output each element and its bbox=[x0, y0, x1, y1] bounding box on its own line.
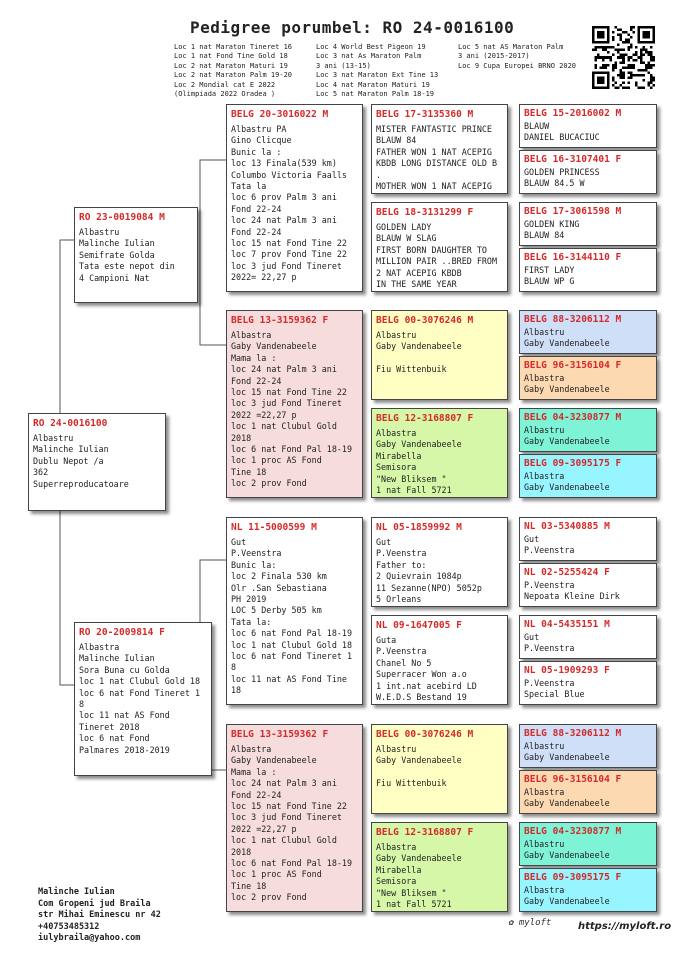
pigeon-details: Albastru Gaby Vandenabeele bbox=[524, 741, 610, 763]
great-grandparent-card-7[interactable] bbox=[371, 724, 508, 814]
myloft-logo bbox=[508, 918, 551, 928]
ring-number: BELG 15-2016002 M bbox=[524, 108, 622, 119]
ring-number: RO 20-2009814 F bbox=[79, 627, 165, 638]
pigeon-details: Guta P.Veenstra Chanel No 5 Superracer Won a.o 1 int.nat acebird LD W.E.D.S Bestand 19 bbox=[376, 635, 477, 703]
ring-number: NL 03-5340885 M bbox=[524, 521, 610, 532]
ring-number: NL 05-1859992 M bbox=[376, 522, 462, 533]
pigeon-details: Gut P.Veenstra bbox=[524, 534, 575, 556]
ring-number: BELG 16-3144110 F bbox=[524, 252, 622, 263]
pigeon-details: GOLDEN KING BLAUW 84 bbox=[524, 219, 580, 241]
ring-number: BELG 09-3095175 F bbox=[524, 872, 622, 883]
ring-number: BELG 16-3107401 F bbox=[524, 154, 622, 165]
subject-pigeon-card[interactable] bbox=[28, 413, 166, 511]
result-line: Loc 4 World Best Pigeon 19 bbox=[316, 43, 426, 51]
great-grandparent-card-8[interactable] bbox=[371, 822, 508, 912]
gggp-card-13[interactable] bbox=[519, 724, 657, 768]
ring-number: BELG 20-3016022 M bbox=[231, 109, 329, 120]
logo-text: myloft bbox=[518, 918, 552, 928]
pigeon-details: P.Veenstra Nepoata Kleine Dirk bbox=[524, 580, 620, 602]
ring-number: BELG 13-3159362 F bbox=[231, 315, 329, 326]
result-line: Loc 5 nat Maraton Palm 18-19 bbox=[316, 90, 435, 99]
result-line: Loc 9 Cupa Europei BRNO 2020 bbox=[458, 61, 577, 70]
ring-number: RO 23-0019084 M bbox=[79, 212, 165, 223]
pigeon-details: Albastra Gaby Vandenabeele Mama la : loc 24 nat Palm 3 ani Fond 22-24 loc 15 nat Fond Tine 22 loc 3 jud Fond Tineret 2022 =22,27 p loc 1 nat Clubul Gold 2018 loc 6 nat Fond Pal 18-19 loc 1 proc AS Fond Tine 18 loc 2 prov Fond bbox=[231, 330, 353, 489]
gggp-card-5[interactable] bbox=[519, 310, 657, 354]
pigeon-details: Gut P.Veenstra Father to: 2 Quievrain 1084p 11 Sezanne(NPO) 5052p 5 Orleans bbox=[376, 537, 482, 605]
pigeon-details: Albastru Gaby Vandenabeele Fiu Wittenbuik bbox=[376, 330, 462, 375]
pigeon-details: Albastru Gaby Vandenabeele bbox=[524, 327, 610, 349]
gggp-card-3[interactable] bbox=[519, 202, 657, 246]
ring-number: NL 02-5255424 F bbox=[524, 567, 610, 578]
ring-number: RO 24-0016100 bbox=[33, 418, 108, 429]
pigeon-details: BLAUW DANIEL BUCACIUC bbox=[524, 121, 600, 143]
result-line: 3 ani (13-15) bbox=[316, 61, 371, 70]
pigeon-details: Albastru Gaby Vandenabeele bbox=[524, 839, 610, 861]
gggp-card-1[interactable] bbox=[519, 104, 657, 148]
pigeon-details: Albastra Gaby Vandenabeele Mama la : loc 24 nat Palm 3 ani Fond 22-24 loc 15 nat Fond Tine 22 loc 3 jud Fond Tineret 2022 =22,27 p loc 1 nat Clubul Gold 2018 loc 6 nat Fond Pal 18-19 loc 1 proc AS Fond Tine 18 loc 2 prov Fond bbox=[231, 744, 353, 903]
dam-card[interactable] bbox=[74, 622, 212, 776]
great-grandparent-card-5[interactable] bbox=[371, 517, 508, 607]
pigeon-details: FIRST LADY BLAUW WP G bbox=[524, 265, 575, 287]
result-line: Loc 4 nat Maraton Maturi 19 bbox=[316, 80, 430, 89]
ring-number: BELG 00-3076246 M bbox=[376, 729, 474, 740]
pigeon-details: GOLDEN LADY BLAUW W SLAG FIRST BORN DAUGHTER TO MILLION PAIR ..BRED FROM 2 NAT ACEPIG KBDB IN THE SAME YEAR bbox=[376, 222, 498, 290]
sire-card[interactable] bbox=[74, 207, 198, 303]
gggp-card-16[interactable] bbox=[519, 868, 657, 912]
gggp-card-2[interactable] bbox=[519, 150, 657, 194]
result-line: Loc 1 nat Fond Tine Gold 18 bbox=[174, 52, 288, 61]
grandparent-card-1[interactable] bbox=[226, 104, 363, 292]
gggp-card-10[interactable] bbox=[519, 563, 657, 607]
pigeon-details: Albastru Malinche Iulian Semifrate Golda Tata este nepot din 4 Campioni Nat bbox=[79, 227, 175, 283]
gggp-card-4[interactable] bbox=[519, 248, 657, 292]
pigeon-details: MISTER FANTASTIC PRINCE BLAUW 84 FATHER WON 1 NAT ACEPIG KBDB LONG DISTANCE OLD B . MOTHER WON 1 NAT ACEPIG bbox=[376, 124, 498, 192]
pigeon-details: Albastra Gaby Vandenabeele bbox=[524, 787, 610, 809]
owner-contact-info: Malinche Iulian Com Gropeni jud Braila str Mihai Eminescu nr 42 +40753485312 iulybraila@yahoo.com bbox=[38, 887, 161, 943]
pigeon-details: Gut P.Veenstra Bunic la: loc 2 Finala 530 km Olr .San Sebastiana PH 2019 LOC 5 Derby 505 km Tata la: loc 6 nat Fond Pal 18-19 loc 1 nat Clubul Gold 18 loc 6 nat Fond Tineret 1 8 loc 11 nat AS Fond Tine 18 bbox=[231, 537, 353, 696]
gggp-card-9[interactable] bbox=[519, 517, 657, 561]
result-line: 3 ani (2015-2017) bbox=[458, 52, 530, 61]
pigeon-details: Albastru Malinche Iulian Dublu Nepot /a 362 Superreproducatoare bbox=[33, 433, 129, 489]
ring-number: NL 04-5435151 M bbox=[524, 619, 610, 630]
ring-number: BELG 04-3230877 M bbox=[524, 412, 622, 423]
gggp-card-8[interactable] bbox=[519, 454, 657, 498]
great-grandparent-card-6[interactable] bbox=[371, 615, 508, 705]
ring-number: BELG 13-3159362 F bbox=[231, 729, 329, 740]
ring-number: BELG 04-3230877 M bbox=[524, 826, 622, 837]
pigeon-details: P.Veenstra Special Blue bbox=[524, 678, 585, 700]
result-line: (Olimpiada 2022 Oradea ) bbox=[174, 90, 276, 99]
pigeon-details: Albastra Malinche Iulian Sora Buna cu Golda loc 1 nat Clubul Gold 18 loc 6 nat Fond Tineret 1 8 loc 11 nat AS Fond Tineret 2018 loc 6 nat Fond Palmares 2018-2019 bbox=[79, 642, 201, 755]
gggp-card-11[interactable] bbox=[519, 615, 657, 659]
ring-number: BELG 12-3168807 F bbox=[376, 413, 474, 424]
gggp-card-12[interactable] bbox=[519, 661, 657, 705]
result-line: Loc 5 nat AS Maraton Palm bbox=[458, 43, 564, 51]
grandparent-card-3[interactable] bbox=[226, 517, 363, 705]
great-grandparent-card-1[interactable] bbox=[371, 104, 508, 194]
result-line: Loc 3 nat Maraton Ext Tine 13 bbox=[316, 71, 439, 80]
ring-number: BELG 96-3156104 F bbox=[524, 360, 622, 371]
grandparent-card-4[interactable] bbox=[226, 724, 363, 912]
great-grandparent-card-4[interactable] bbox=[371, 408, 508, 498]
ring-number: BELG 12-3168807 F bbox=[376, 827, 474, 838]
website-link[interactable]: https://myloft.ro bbox=[578, 921, 672, 932]
bird-logo-icon: ✿ bbox=[508, 918, 514, 928]
pigeon-details: Albastru Gaby Vandenabeele bbox=[524, 425, 610, 447]
ring-number: NL 09-1647005 F bbox=[376, 620, 462, 631]
ring-number: BELG 96-3156104 F bbox=[524, 774, 622, 785]
ring-number: BELG 00-3076246 M bbox=[376, 315, 474, 326]
result-line: Loc 3 nat As Maraton Palm bbox=[316, 52, 422, 61]
gggp-card-7[interactable] bbox=[519, 408, 657, 452]
result-line: Loc 2 nat Maraton Maturi 19 bbox=[174, 61, 288, 70]
pigeon-details: Gut P.Veenstra bbox=[524, 632, 575, 654]
great-grandparent-card-3[interactable] bbox=[371, 310, 508, 400]
result-line: Loc 1 nat Maraton Tineret 16 bbox=[174, 43, 293, 51]
ring-number: BELG 88-3206112 M bbox=[524, 314, 622, 325]
pigeon-details: Albastru PA Gino Clicque Bunic la : loc 13 Finala(539 km) Columbo Victoria Faalls Tata la loc 6 prov Palm 3 ani Fond 22-24 loc 24 nat Palm 3 ani Fond 22-24 loc 15 nat Fond Tine 22 loc 7 prov Fond Tine 22 loc 3 jud Fond Tineret 2022= 22,27 p bbox=[231, 124, 347, 283]
gggp-card-6[interactable] bbox=[519, 356, 657, 400]
result-line: Loc 2 Mondial cat E 2022 bbox=[174, 80, 276, 89]
ring-number: NL 11-5000599 M bbox=[231, 522, 317, 533]
gggp-card-15[interactable] bbox=[519, 822, 657, 866]
pigeon-details: Albastra Gaby Vandenabeele Mirabella Semisora "New Bliksem " 1 nat Fall 5721 bbox=[376, 842, 462, 910]
ring-number: BELG 88-3206112 M bbox=[524, 728, 622, 739]
ring-number: BELG 09-3095175 F bbox=[524, 458, 622, 469]
ring-number: BELG 17-3135360 M bbox=[376, 109, 474, 120]
ring-number: NL 05-1909293 F bbox=[524, 665, 610, 676]
ring-number: BELG 17-3061598 M bbox=[524, 206, 622, 217]
pigeon-details: Albastra Gaby Vandenabeele bbox=[524, 885, 610, 907]
result-line: Loc 2 nat Maraton Palm 19-20 bbox=[174, 71, 293, 80]
pigeon-details: GOLDEN PRINCESS BLAUW 84.5 W bbox=[524, 167, 600, 189]
great-grandparent-card-2[interactable] bbox=[371, 202, 508, 292]
page-title: Pedigree porumbel: RO 24-0016100 bbox=[190, 18, 515, 37]
pigeon-details: Albastru Gaby Vandenabeele Fiu Wittenbuik bbox=[376, 744, 462, 789]
gggp-card-14[interactable] bbox=[519, 770, 657, 814]
pigeon-details: Albastra Gaby Vandenabeele bbox=[524, 471, 610, 493]
pigeon-details: Albastra Gaby Vandenabeele Mirabella Semisora "New Bliksem " 1 nat Fall 5721 bbox=[376, 428, 462, 496]
ring-number: BELG 18-3131299 F bbox=[376, 207, 474, 218]
pigeon-details: Albastra Gaby Vandenabeele bbox=[524, 373, 610, 395]
grandparent-card-2[interactable] bbox=[226, 310, 363, 498]
